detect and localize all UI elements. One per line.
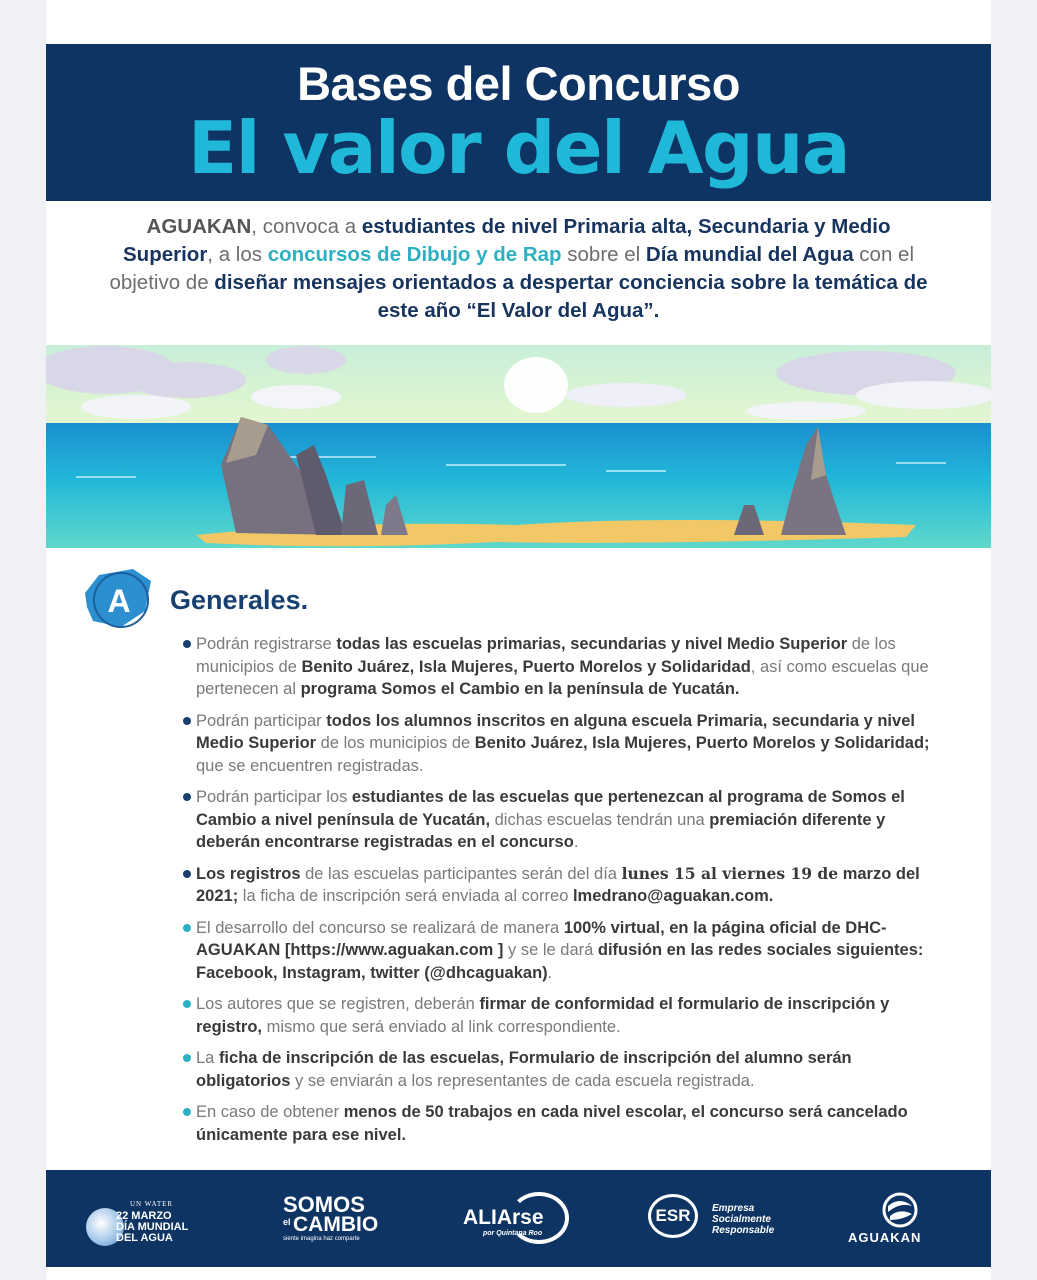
rules-list xyxy=(182,633,942,1155)
svg-text:A: A xyxy=(107,583,131,619)
rule-item xyxy=(182,993,942,1038)
rule-text: Podrán participar xyxy=(196,711,327,730)
rule-emphasis: todos los alumnos inscritos en alguna escuela Primaria, secundaria y nivel Medio Superior xyxy=(196,711,915,752)
rule-text: , así como escuelas que pertenecen al xyxy=(196,657,929,698)
bullet-icon xyxy=(183,924,191,932)
rule-emphasis: firmar de conformidad el formulario de inscripción y registro, xyxy=(196,995,890,1036)
rule-text: y se le dará xyxy=(503,941,598,959)
rule-emphasis: ficha de inscripción de las escuelas, Formulario de inscripción del alumno serán obligatorios xyxy=(196,1049,852,1090)
title-banner xyxy=(46,44,991,201)
rule-emphasis: programa Somos el Cambio en la península de Yucatán. xyxy=(300,680,740,698)
logo-text: ALIArse xyxy=(463,1206,544,1229)
logo-tagline: por Quintana Roo xyxy=(483,1230,543,1237)
intro-text: con el objetivo de xyxy=(109,243,914,294)
logo-text: CAMBIO xyxy=(293,1213,379,1236)
rule-text: Podrán registrarse xyxy=(196,635,337,653)
swoosh-icon xyxy=(509,1192,569,1244)
rule-emphasis: estudiantes de las escuelas que pertenezcan al programa de Somos el Cambio a nivel península de Yucatán, xyxy=(196,788,905,829)
intro-event: Día mundial del Agua xyxy=(645,243,854,266)
section-header-generales xyxy=(76,563,476,633)
rule-text: de los municipios de xyxy=(196,635,896,676)
logo-esr xyxy=(646,1170,786,1267)
rule-item xyxy=(182,1047,942,1092)
rule-item xyxy=(182,863,942,908)
rule-text: . xyxy=(573,833,579,851)
document-page xyxy=(46,0,991,1280)
rule-emphasis: difusión en las redes sociales siguientes: Facebook, Instagram, twitter (@dhcaguakan) xyxy=(196,941,924,982)
logo-text: el xyxy=(283,1217,291,1227)
logo-text: Socialmente xyxy=(712,1214,771,1225)
rule-emphasis: marzo del 2021; xyxy=(196,864,920,905)
rule-text: y se enviarán a los representantes de cada escuela registrada. xyxy=(290,1071,755,1090)
intro-audience: estudiantes de nivel Primaria alta, Secundaria y Medio Superior xyxy=(123,215,891,266)
beach-rocks-image xyxy=(46,345,991,548)
rule-text: . xyxy=(547,963,553,982)
page-title: Bases del Concurso xyxy=(297,57,740,110)
intro-text: sobre el xyxy=(561,243,646,266)
rule-text: Podrán participar los xyxy=(196,788,352,806)
rule-text: la ficha de inscripción será enviada al correo xyxy=(238,887,573,905)
aguakan-wave-icon xyxy=(882,1192,918,1228)
logo-text: 22 MARZO xyxy=(116,1210,172,1222)
logo-text: Responsable xyxy=(712,1225,775,1236)
logo-aguakan xyxy=(846,1170,956,1267)
rule-emphasis: lmedrano@aguakan.com. xyxy=(572,887,774,905)
intro-contests: concursos de Dibujo y de Rap xyxy=(267,243,562,266)
bullet-icon xyxy=(183,717,191,725)
page-subtitle: El valor del Agua xyxy=(188,106,849,190)
bullet-icon xyxy=(183,793,191,801)
esr-mark-icon xyxy=(648,1194,698,1238)
logo-text: Empresa xyxy=(712,1203,755,1214)
rule-text: dichas escuelas tendrán una xyxy=(490,810,710,829)
logo-text: DEL AGUA xyxy=(116,1232,173,1244)
intro-text: , convoca a xyxy=(251,215,362,238)
section-title: Generales. xyxy=(170,585,309,615)
rule-text: que se encuentren registradas. xyxy=(196,756,424,775)
rule-text: Los autores que se registren, deberán xyxy=(196,995,480,1013)
rule-item xyxy=(182,710,942,778)
rule-text: de los municipios de xyxy=(316,734,475,752)
logo-text: ESR xyxy=(655,1206,691,1225)
bullet-icon xyxy=(183,1000,191,1008)
rule-emphasis: Los registros xyxy=(196,864,301,883)
logo-text: DÍA MUNDIAL xyxy=(116,1221,189,1233)
rule-text: En caso de obtener xyxy=(196,1103,344,1121)
logo-tagline: siente imagina haz comparte xyxy=(283,1236,360,1242)
logo-text: AGUAKAN xyxy=(848,1230,922,1245)
intro-text: , a los xyxy=(207,243,268,266)
rule-text: La xyxy=(196,1049,219,1067)
rule-emphasis: menos de 50 trabajos en cada nivel escolar, el concurso será cancelado únicamente para ese nivel. xyxy=(196,1103,908,1144)
logo-aliarse xyxy=(461,1170,576,1267)
rule-text: El desarrollo del concurso se realizará de manera xyxy=(196,918,564,937)
rule-emphasis: todas las escuelas primarias, secundarias y nivel Medio Superior xyxy=(336,635,848,653)
logo-somos-el-cambio xyxy=(281,1170,391,1267)
intro-paragraph xyxy=(106,213,931,325)
logo-text: UN WATER xyxy=(130,1200,174,1208)
rule-item xyxy=(182,1101,942,1146)
sponsor-footer xyxy=(46,1170,991,1267)
intro-brand: AGUAKAN xyxy=(146,215,252,238)
rule-emphasis: premiación diferente y deberán encontrarse registradas en el concurso xyxy=(196,810,886,851)
bullet-icon xyxy=(183,640,191,648)
rule-emphasis: lunes 15 al viernes 19 de xyxy=(621,863,839,883)
intro-objective: diseñar mensajes orientados a despertar conciencia sobre la temática de este año “El Valor del Agua”. xyxy=(214,271,928,322)
bullet-icon xyxy=(183,1108,191,1116)
logo-text: SOMOS xyxy=(283,1192,365,1217)
rule-text: de las escuelas participantes serán del día xyxy=(300,864,622,883)
rule-item xyxy=(182,917,942,985)
bullet-icon xyxy=(183,1054,191,1062)
rule-text: mismo que será enviado al link correspondiente. xyxy=(262,1017,621,1036)
rule-emphasis: Benito Juárez, Isla Mujeres, Puerto Morelos y Solidaridad xyxy=(301,657,751,676)
rule-item xyxy=(182,786,942,854)
beach-illustration xyxy=(46,345,991,548)
rule-emphasis: 100% virtual, en la página oficial de DHC-AGUAKAN [https://www.aguakan.com ] xyxy=(196,918,887,959)
rule-item xyxy=(182,633,942,701)
bullet-icon xyxy=(183,870,191,878)
letter-a-badge-icon xyxy=(81,567,153,629)
rule-emphasis: Benito Juárez, Isla Mujeres, Puerto Morelos y Solidaridad; xyxy=(474,734,930,752)
logo-dia-mundial-agua xyxy=(86,1170,226,1267)
